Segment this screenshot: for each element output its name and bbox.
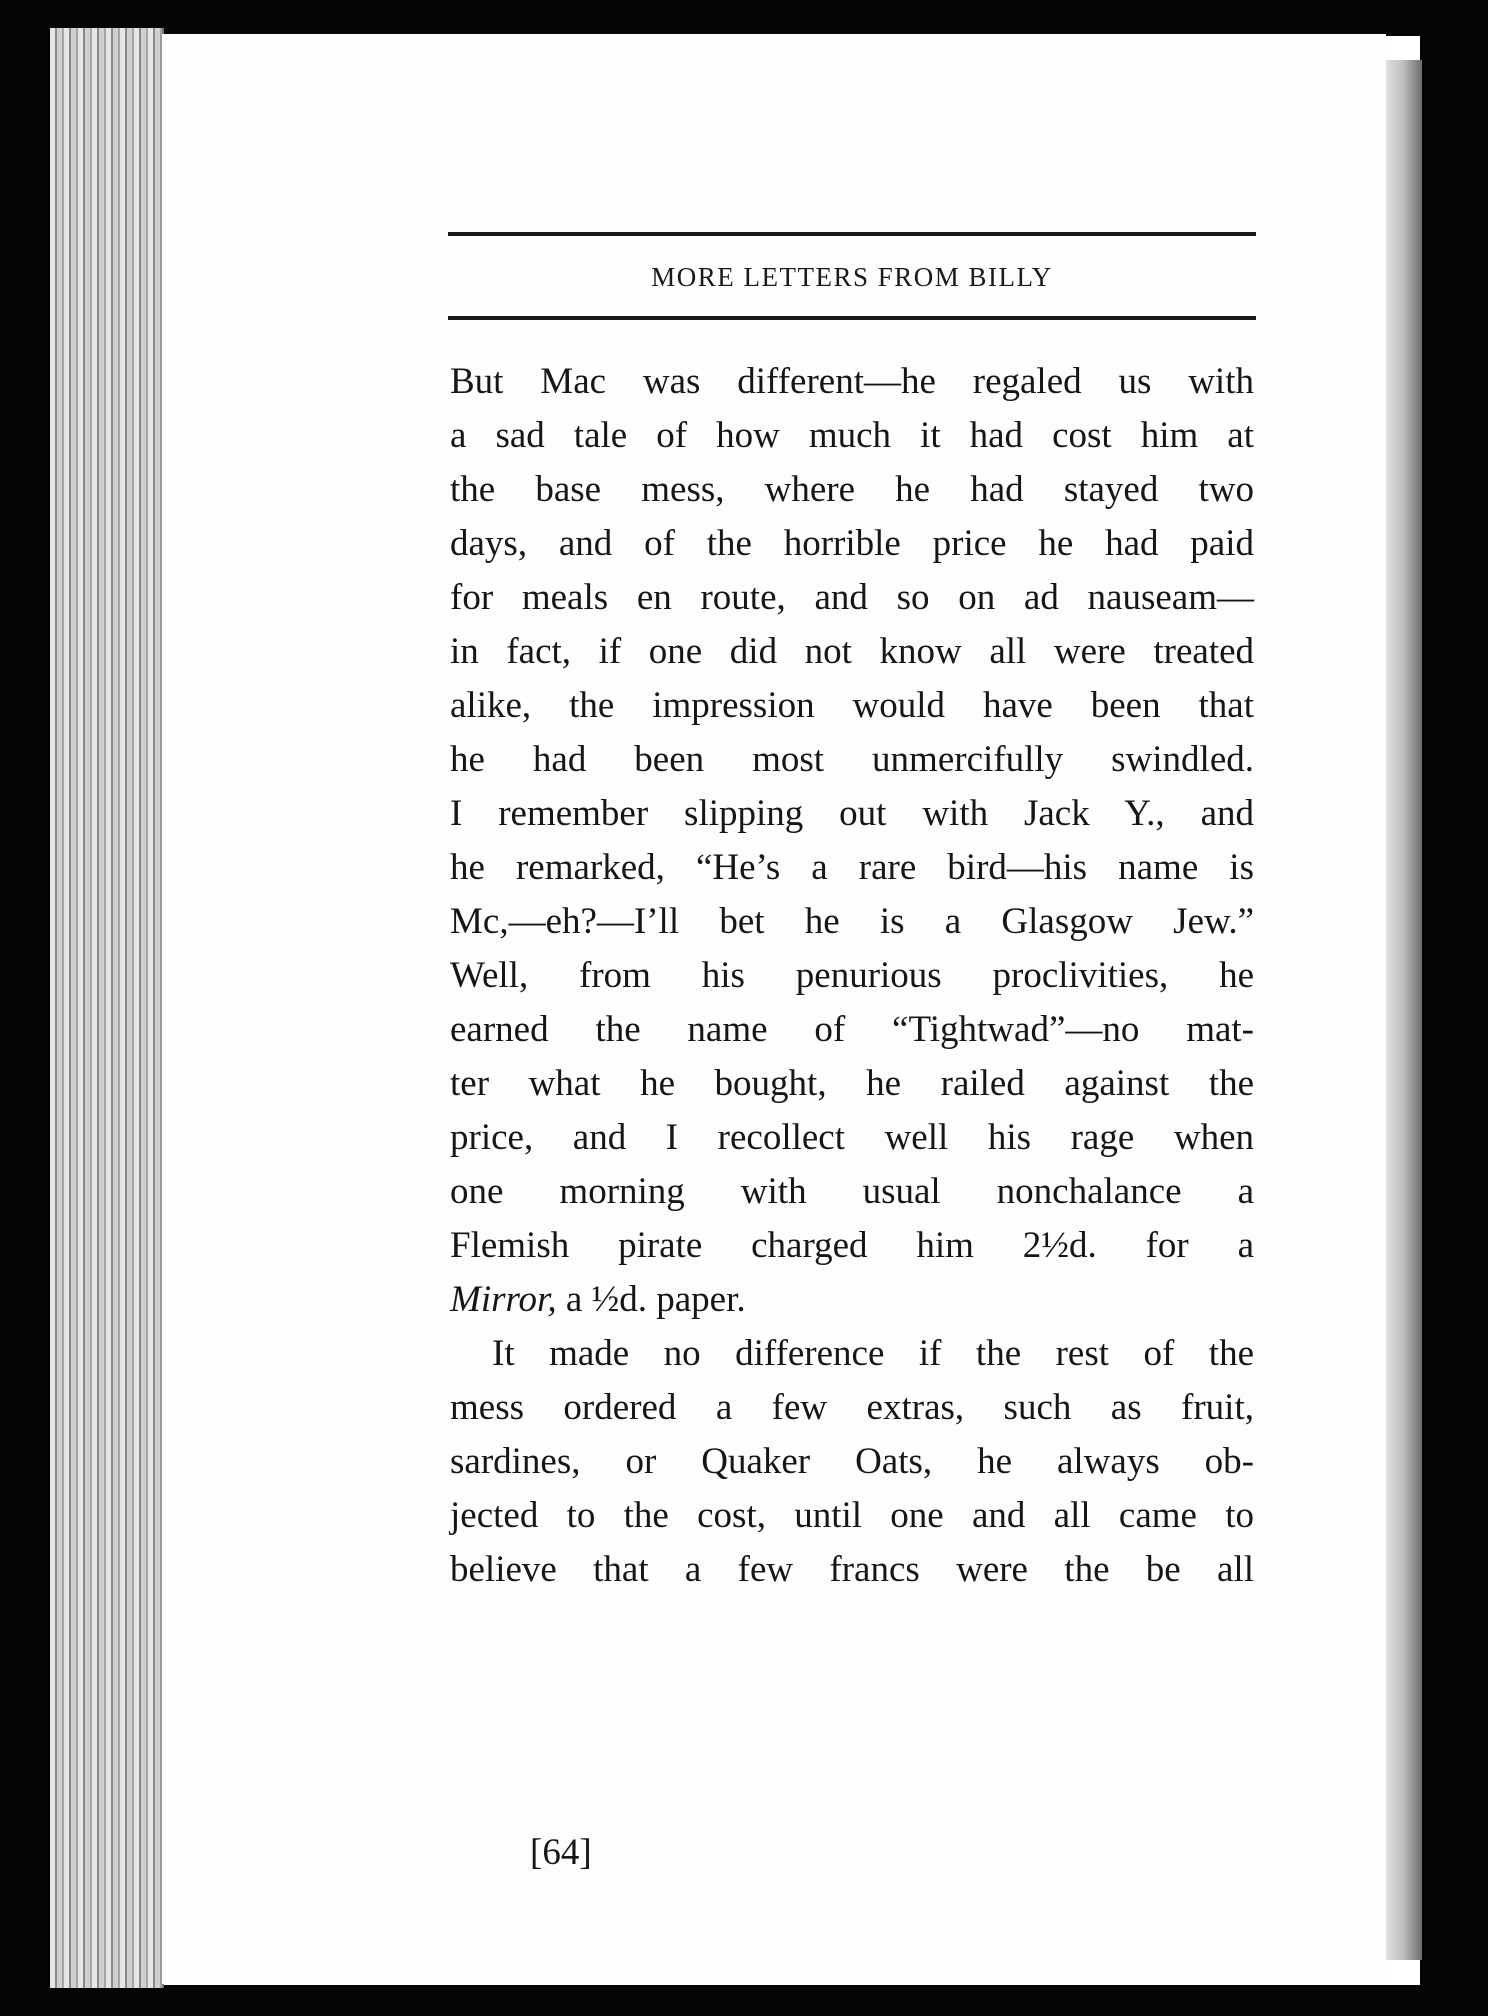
text-line: price, and I recollect well his rage when — [450, 1117, 1254, 1158]
text-line — [450, 1273, 1254, 1327]
text-line: I remember slipping out with Jack Y., and — [450, 793, 1254, 834]
text-line: earned the name of “Tightwad”—no mat- — [450, 1009, 1254, 1050]
text-line: for meals en route, and so on ad nauseam— — [450, 577, 1254, 618]
text-line: mess ordered a few extras, such as fruit, — [450, 1387, 1254, 1428]
text-line: one morning with usual nonchalance a — [450, 1171, 1254, 1212]
text-fragment: a ½d. paper. — [556, 1279, 746, 1320]
text-line: Well, from his penurious proclivities, he — [450, 955, 1254, 996]
text-line: alike, the impression would have been that — [450, 685, 1254, 726]
scan-border-right — [1420, 0, 1488, 2016]
text-line: believe that a few francs were the be all — [450, 1549, 1254, 1590]
running-head: MORE LETTERS FROM BILLY — [651, 262, 1053, 292]
text-line: a sad tale of how much it had cost him at — [450, 415, 1254, 456]
text-line: jected to the cost, until one and all came to — [450, 1495, 1254, 1536]
book-right-edge — [1380, 60, 1422, 1960]
text-line: he remarked, “He’s a rare bird—his name is — [450, 847, 1254, 888]
scan-border-top — [0, 0, 1488, 36]
text-line: sardines, or Quaker Oats, he always ob- — [450, 1441, 1254, 1482]
text-line: But Mac was different—he regaled us with — [450, 361, 1254, 402]
text-line: in fact, if one did not know all were treated — [450, 631, 1254, 672]
book-page-edges — [50, 28, 164, 1988]
text-line: the base mess, where he had stayed two — [450, 469, 1254, 510]
page-number: [64] — [530, 1832, 592, 1873]
text-line: Mc,—eh?—I’ll bet he is a Glasgow Jew.” — [450, 901, 1254, 942]
text-line: days, and of the horrible price he had paid — [450, 523, 1254, 564]
header-rule-top — [448, 232, 1256, 236]
body-text — [450, 355, 1254, 1597]
newspaper-title: Mirror, — [450, 1279, 557, 1320]
header-rule-bottom — [448, 316, 1256, 320]
scan-border-bottom — [0, 1985, 1488, 2016]
text-line: It made no difference if the rest of the — [492, 1333, 1254, 1374]
text-line: ter what he bought, he railed against the — [450, 1063, 1254, 1104]
text-line: he had been most unmercifully swindled. — [450, 739, 1254, 780]
text-line: Flemish pirate charged him 2½d. for a — [450, 1225, 1254, 1266]
